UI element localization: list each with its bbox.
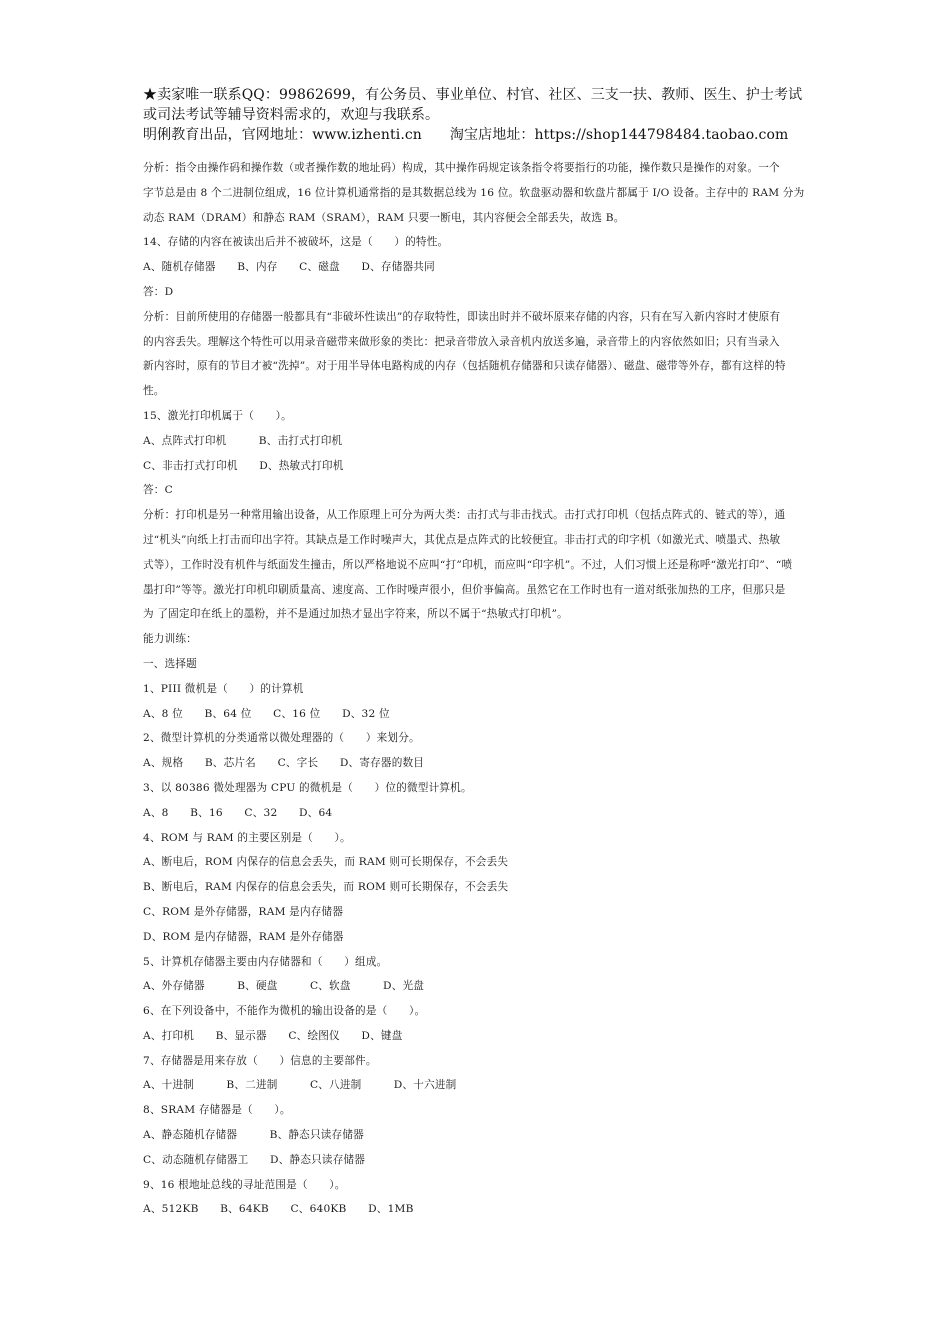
text-line: 式等），工作时没有机件与纸面发生撞击，所以严格地说不应叫“打”印机，而应叫“印字机”。不过，人们习惯上还是称呼“激光打印”、“喷: [143, 558, 793, 571]
text-line: A、断电后，ROM 内保存的信息会丢失，而 RAM 则可长期保存，不会丢失: [143, 856, 509, 869]
text-line: 一、选择题: [143, 657, 197, 670]
text-line: 6、在下列设备中，不能作为微机的输出设备的是（ ）。: [143, 1005, 426, 1018]
text-line: 分析：指令由操作码和操作数（或者操作数的地址码）构成，其中操作码规定该条指令将要指行的功能，操作数只是操作的对象。一个: [143, 162, 780, 174]
text-line: 过“机头”向纸上打击而印出字符。其缺点是工作时噪声大，其优点是点阵式的比较便宜。非击打式的印字机（如激光式、喷墨式、热敏: [143, 533, 781, 546]
text-line: 答：C: [143, 484, 173, 497]
text-line: 性。: [143, 385, 165, 398]
text-line: 5、计算机存储器主要由内存储器和（ ）组成。: [143, 955, 388, 968]
text-line: C、动态随机存储器工 D、静态只读存储器: [143, 1153, 366, 1166]
taobao-shop-text: 淘宝店地址：https://shop144798484.taobao.com: [449, 127, 789, 143]
text-line: A、8 B、16 C、32 D、64: [143, 806, 333, 819]
seller-header: [143, 85, 813, 145]
text-line: 2、微型计算机的分类通常以微处理器的（ ）来划分。: [143, 732, 420, 745]
text-line: 字节总是由 8 个二进制位组成，16 位计算机通常指的是其数据总线为 16 位。软盘驱动器和软盘片都属于 I/O 设备。主存中的 RAM 分为: [143, 186, 805, 199]
text-line: C、非击打式打印机 D、热敏式打印机: [143, 459, 344, 472]
text-line: C、ROM 是外存储器，RAM 是内存储器: [143, 905, 344, 918]
text-line: A、随机存储器 B、内存 C、磁盘 D、存储器共同: [143, 261, 435, 274]
text-line: A、十进制 B、二进制 C、八进制 D、十六进制: [143, 1079, 457, 1092]
text-line: 分析：目前所使用的存储器一般都具有“非破坏性读出”的存取特性，即读出时并不破坏原来存储的内容，只有在写入新内容时才使原有: [143, 310, 781, 323]
text-line: 答：D: [143, 285, 174, 298]
text-line: 8、SRAM 存储器是（ ）。: [143, 1104, 291, 1117]
text-line: 1、PIII 微机是（ ）的计算机: [143, 682, 304, 695]
text-line: A、静态随机存储器 B、静态只读存储器: [143, 1129, 364, 1142]
text-line: A、外存储器 B、硬盘 C、软盘 D、光盘: [143, 980, 425, 993]
text-line: D、ROM 是内存储器，RAM 是外存储器: [143, 930, 344, 943]
text-line: A、点阵式打印机 B、击打式打印机: [143, 434, 343, 447]
text-line: 9、16 根地址总线的寻址范围是（ ）。: [143, 1178, 346, 1191]
header-line-2: 或司法考试等辅导资料需求的，欢迎与我联系。: [143, 107, 440, 123]
text-line: 为 了固定印在纸上的墨粉，并不是通过加热才显出字符来，所以不属于“热敏式打印机”。: [143, 608, 568, 621]
text-line: B、断电后，RAM 内保存的信息会丢失，而 ROM 则可长期保存，不会丢失: [143, 881, 509, 894]
text-line: 4、ROM 与 RAM 的主要区别是（ ）。: [143, 831, 351, 844]
text-line: 15、激光打印机属于（ ）。: [143, 409, 292, 422]
text-line: A、8 位 B、64 位 C、16 位 D、32 位: [143, 707, 390, 720]
header-line-1: ★卖家唯一联系QQ：99862699，有公务员、事业单位、村官、社区、三支一扶、教师、医生、护士考试: [143, 87, 803, 103]
text-line: A、512KB B、64KB C、640KB D、1MB: [143, 1203, 414, 1216]
header-line-3: [143, 125, 813, 145]
text-line: A、打印机 B、显示器 C、绘图仪 D、键盘: [143, 1029, 403, 1042]
text-line: 墨打印”等等。激光打印机印刷质量高、速度高、工作时噪声很小，但价亊偏高。虽然它在工作时也有一道对纸张加热的工序，但那只是: [143, 583, 786, 596]
text-line: 7、存储器是用来存放（ ）信息的主要部件。: [143, 1054, 377, 1067]
text-line: 的内容丢失。理解这个特性可以用录音磁带来做形象的类比：把录音带放入录音机内放送多遍，录音带上的内容依然如旧；只有当录入: [143, 335, 780, 348]
text-line: A、规格 B、芯片名 C、字长 D、寄存器的数目: [143, 757, 425, 770]
official-site-text: 明俐教育出品，官网地址：www.izhenti.cn: [143, 127, 422, 143]
document-body: [143, 156, 803, 1222]
text-line: 14、存储的内容在被读出后并不被破坏，这是（ ）的特性。: [143, 236, 449, 249]
text-line: 动态 RAM（DRAM）和静态 RAM（SRAM），RAM 只要一断电，其内容便会全部丢失，故选 B。: [143, 211, 625, 224]
text-line: 能力训练：: [143, 633, 197, 646]
text-line: 3、以 80386 微处理器为 CPU 的微机是（ ）位的微型计算机。: [143, 781, 472, 794]
text-line: 分析：打印机是另一种常用输出设备，从工作原理上可分为两大类：击打式与非击找式。击打式打印机（包括点阵式的、链式的等），通: [143, 509, 786, 522]
text-line: 新内容时，原有的节目才被“洗掉”。对于用半导体电路构成的内存（包括随机存储器和只读存储器）、磁盘、磁带等外存，都有这样的特: [143, 360, 786, 373]
